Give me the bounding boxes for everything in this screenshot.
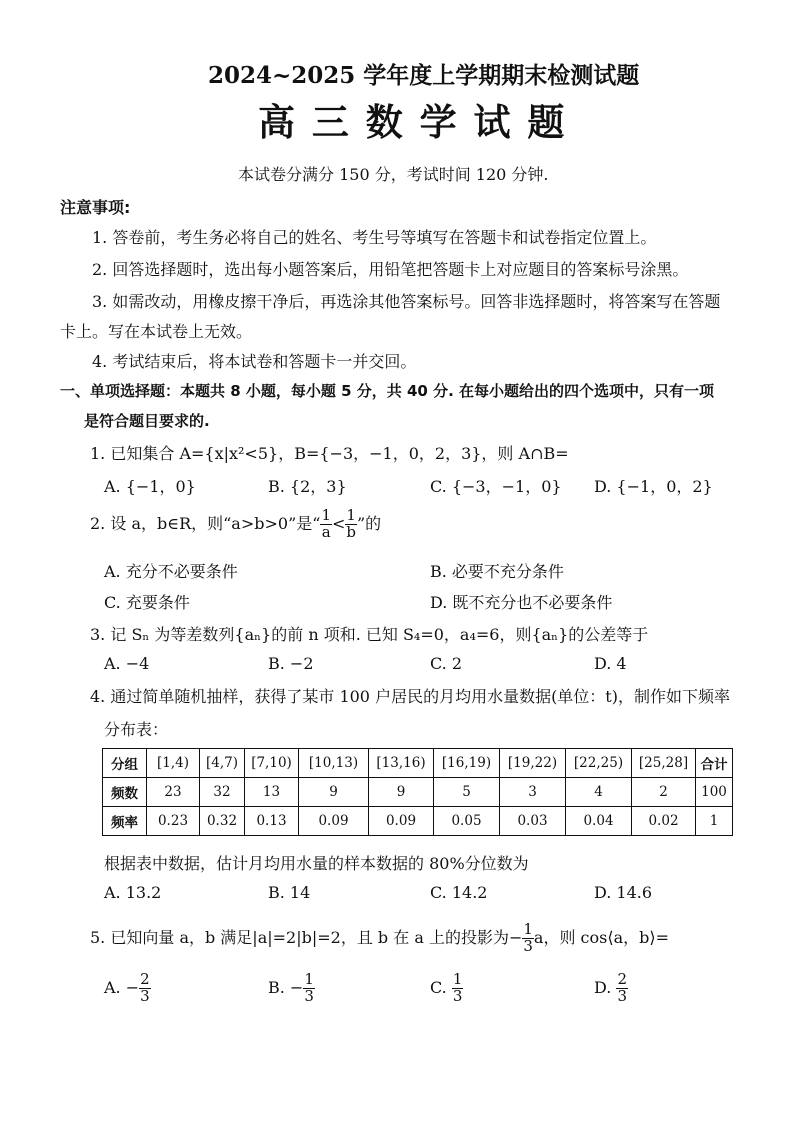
table-cell: 2 [632,778,696,807]
q3-option-d: D. 4 [594,654,627,673]
q5-option-a-prefix: A. − [104,977,140,997]
q5-option-d [594,972,628,1005]
q5-option-a-fraction [139,972,151,1005]
q3-option-b: B. −2 [268,654,314,673]
table-cell: [7,10) [245,749,299,778]
q5-option-d-numerator: 2 [617,970,627,988]
q3-option-c: C. 2 [430,654,463,673]
q5-proj-numerator: 1 [523,920,533,938]
q5-option-d-fraction [616,972,628,1005]
note-item-4: 4. 考试结束后，将本试卷和答题卡一并交回。 [92,352,417,371]
table-cell: 0.09 [299,807,369,836]
q1-option-c: C. {−3，−1，0} [430,477,562,496]
q3-option-a: A. −4 [104,654,150,673]
q4-question: 根据表中数据，估计月均用水量的样本数据的 80%分位数为 [104,854,529,873]
table-cell: 0.03 [500,807,566,836]
q5-option-c-denominator: 3 [452,986,463,1005]
q5-option-b-fraction [303,972,315,1005]
q5-option-b-prefix: B. − [268,977,304,997]
q5-option-d-denominator: 3 [617,986,627,1005]
q5-stem [90,922,669,955]
q2-frac2-denominator: b [346,522,356,541]
q2-option-c: C. 充要条件 [104,593,190,612]
table-cell: 9 [299,778,369,807]
q5-stem-start: 5. 已知向量 a，b 满足|a|=2|b|=2，且 b 在 a 上的投影为− [90,927,523,947]
table-cell: [16,19) [434,749,500,778]
q2-option-b: B. 必要不充分条件 [430,562,564,581]
frequency-table [102,748,733,836]
table-cell: 3 [500,778,566,807]
q5-option-c-numerator: 1 [452,970,463,988]
q2-stem-start: 2. 设 a，b∈R，则“a>b>0”是“ [90,513,321,533]
table-row-label: 频数 [103,778,147,807]
main-title: 高 三 数 学 试 题 [258,100,567,144]
section-1-heading: 一、单项选择题：本题共 8 小题，每小题 5 分，共 40 分. 在每小题给出的四个选项中，只有一项 [60,382,715,400]
table-cell: [22,25) [566,749,632,778]
table-row-counts [103,778,733,807]
q5-option-a-denominator: 3 [140,986,150,1005]
q5-stem-end: a，则 cos⟨a，b⟩= [533,927,670,947]
table-cell: 0.05 [434,807,500,836]
q2-option-d: D. 既不充分也不必要条件 [430,593,613,612]
table-cell: 13 [245,778,299,807]
table-cell: [4,7) [200,749,245,778]
q5-option-c-fraction [452,972,464,1005]
q2-stem [90,508,381,541]
table-cell: [19,22) [500,749,566,778]
q5-projection-fraction [522,922,534,955]
table-cell: 0.09 [369,807,434,836]
q5-option-b-denominator: 3 [304,986,314,1005]
table-row-frequencies [103,807,733,836]
table-row-label: 频率 [103,807,147,836]
table-cell: 0.32 [200,807,245,836]
note-item-1: 1. 答卷前，考生务必将自己的姓名、考生号等填写在答题卡和试卷指定位置上。 [92,228,657,247]
table-cell: 100 [696,778,733,807]
q4-stem: 4. 通过简单随机抽样，获得了某市 100 户居民的月均用水量数据(单位：t)，制作如下频率 [90,687,730,706]
table-cell: 9 [369,778,434,807]
table-cell: [13,16) [369,749,434,778]
q2-option-a: A. 充分不必要条件 [104,562,238,581]
table-cell: [25,28] [632,749,696,778]
table-row-label: 分组 [103,749,147,778]
table-cell: 0.04 [566,807,632,836]
q4-option-d: D. 14.6 [594,883,653,902]
q2-less-than: < [331,513,346,533]
q2-frac1-numerator: 1 [321,506,331,524]
q5-proj-denominator: 3 [523,936,533,955]
note-item-2: 2. 回答选择题时，选出每小题答案后，用铅笔把答题卡上对应题目的答案标号涂黑。 [92,260,689,279]
exam-period-title: 2024~2025 学年度上学期期末检测试题 [208,62,640,89]
q1-stem: 1. 已知集合 A={x|x²<5}，B={−3，−1，0，2，3}，则 A∩B= [90,444,569,463]
q2-fraction-1-over-b [345,508,357,541]
table-cell: 32 [200,778,245,807]
table-row-groups [103,749,733,778]
table-cell: [1,4) [147,749,200,778]
q4-stem-cont: 分布表： [104,720,169,739]
q5-option-b-numerator: 1 [304,970,314,988]
section-1-heading-cont: 是符合题目要求的. [84,412,210,430]
table-cell: 0.02 [632,807,696,836]
q5-option-c-prefix: C. [430,977,452,997]
notes-heading: 注意事项: [60,198,131,217]
q1-option-a: A. {−1，0} [104,477,196,496]
q2-stem-end: ”的 [357,513,382,533]
q1-option-b: B. {2，3} [268,477,347,496]
table-cell: 1 [696,807,733,836]
q2-frac1-denominator: a [321,522,331,541]
table-cell: 0.13 [245,807,299,836]
q1-option-d: D. {−1，0，2} [594,477,713,496]
q4-option-c: C. 14.2 [430,883,488,902]
table-cell: 4 [566,778,632,807]
table-cell: [10,13) [299,749,369,778]
table-cell: 5 [434,778,500,807]
q2-fraction-1-over-a [320,508,332,541]
q5-option-a-numerator: 2 [140,970,150,988]
table-cell: 0.23 [147,807,200,836]
q5-option-a [104,972,151,1005]
q2-frac2-numerator: 1 [346,506,356,524]
table-cell-total: 合计 [696,749,733,778]
table-cell: 23 [147,778,200,807]
exam-subtitle: 本试卷分满分 150 分，考试时间 120 分钟. [238,165,549,184]
q3-stem: 3. 记 Sₙ 为等差数列{aₙ}的前 n 项和. 已知 S₄=0，a₄=6，则{aₙ}的公差等于 [90,625,649,644]
q5-option-c [430,972,463,1005]
note-item-3-cont: 卡上。写在本试卷上无效。 [60,322,253,341]
q4-option-a: A. 13.2 [104,883,162,902]
note-item-3: 3. 如需改动，用橡皮擦干净后，再选涂其他答案标号。回答非选择题时，将答案写在答题 [92,292,721,311]
q4-option-b: B. 14 [268,883,311,902]
q5-option-d-prefix: D. [594,977,617,997]
q5-option-b [268,972,315,1005]
